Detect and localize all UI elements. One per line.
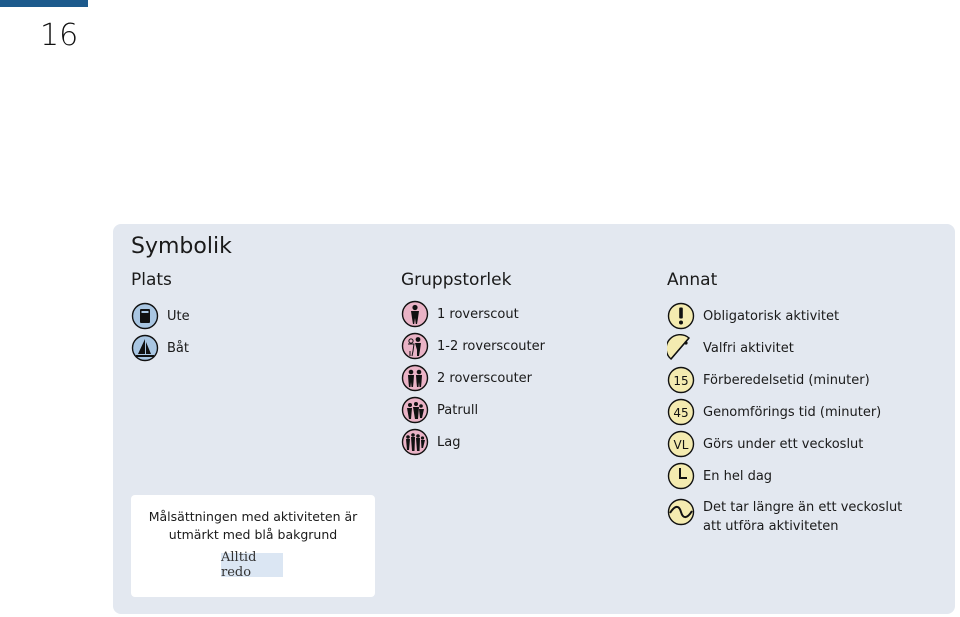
half-circle-icon (667, 334, 695, 362)
two-persons-icon (401, 364, 429, 392)
execution-time-icon (667, 398, 695, 426)
group-item-2 (401, 332, 545, 360)
goal-note-text (131, 508, 375, 544)
team-icon (401, 428, 429, 456)
group-item-1 (401, 300, 519, 328)
group-item-5 (401, 428, 460, 456)
outdoor-icon (131, 302, 159, 330)
goal-note-box (131, 495, 375, 597)
clock-icon (667, 462, 695, 490)
one-person-icon (401, 300, 429, 328)
other-item-prep (667, 366, 870, 394)
long-duration-icon (667, 498, 695, 526)
plats-item-ute (131, 302, 190, 330)
other-item-long (667, 498, 903, 536)
other-label: Valfri aktivitet (703, 340, 794, 356)
page-number: 16 (40, 18, 79, 53)
group-label: 1-2 roverscouter (437, 338, 545, 354)
one-two-persons-icon (401, 332, 429, 360)
plats-heading: Plats (131, 270, 172, 290)
preparation-time-glyph: 15 (673, 374, 689, 388)
exclamation-icon (667, 302, 695, 330)
sailboat-icon (131, 334, 159, 362)
patrol-icon (401, 396, 429, 424)
goal-badge: Alltid redo (221, 553, 283, 577)
preparation-time-icon (667, 366, 695, 394)
other-label: En hel dag (703, 468, 773, 484)
plats-label: Båt (167, 340, 189, 356)
other-item-mandatory (667, 302, 839, 330)
execution-time-glyph: 45 (673, 406, 689, 420)
group-item-4 (401, 396, 478, 424)
gruppstorlek-heading: Gruppstorlek (401, 270, 512, 290)
weekend-icon (667, 430, 695, 458)
other-item-optional (667, 334, 794, 362)
other-item-weekend (667, 430, 863, 458)
goal-note-line2: utmärkt med blå bakgrund (168, 527, 338, 542)
other-label: Görs under ett veckoslut (703, 436, 864, 452)
other-item-exec (667, 398, 881, 426)
group-item-3 (401, 364, 532, 392)
other-label: Förberedelsetid (minuter) (703, 372, 870, 388)
plats-label: Ute (167, 308, 190, 324)
accent-bar (0, 0, 88, 7)
annat-heading: Annat (667, 270, 718, 290)
plats-item-bat (131, 334, 189, 362)
goal-note-line1: Målsättningen med aktiviteten är (148, 509, 358, 524)
group-label: 1 roverscout (437, 306, 519, 322)
group-label: Patrull (437, 402, 479, 418)
other-label: Det tar längre än ett veckoslut att utföra aktiviteten (703, 500, 903, 534)
other-label: Genomförings tid (minuter) (703, 404, 882, 420)
group-label: 2 roverscouter (437, 370, 533, 386)
other-item-fullday (667, 462, 772, 490)
legend-title: Symbolik (131, 234, 232, 259)
other-label: Obligatorisk aktivitet (703, 308, 840, 324)
group-label: Lag (437, 434, 461, 450)
weekend-glyph: VL (673, 438, 689, 452)
